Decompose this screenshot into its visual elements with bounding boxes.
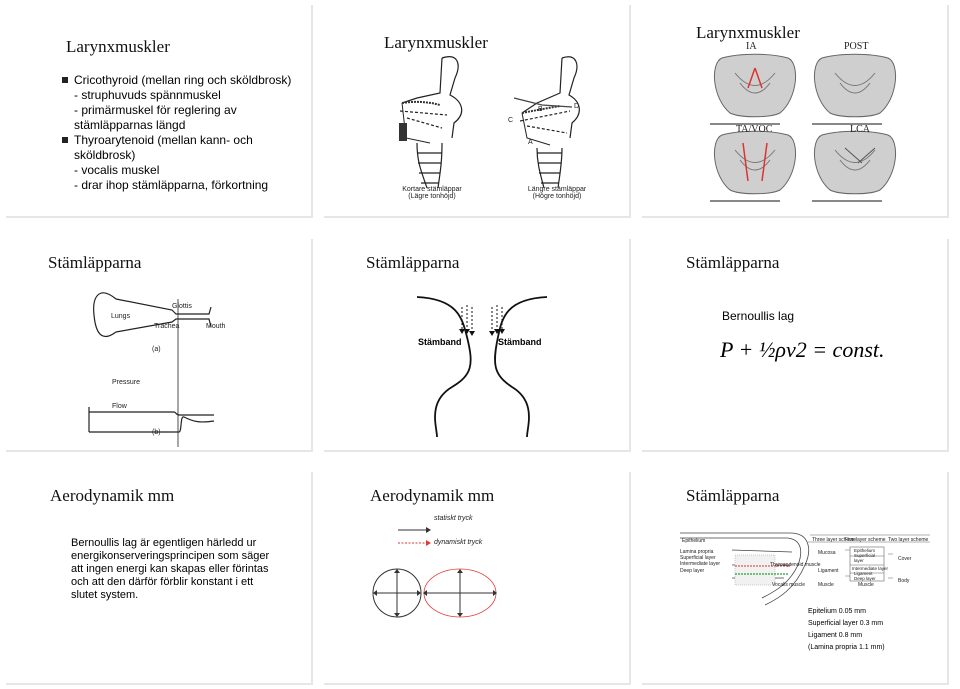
slide-pressure-diagram xyxy=(322,470,629,683)
caption-shorter: Kortare stämläppar (Lägre tonhöjd) xyxy=(402,186,462,200)
label-dynamic-pressure: dynamiskt tryck xyxy=(434,539,483,546)
label-stamband-right: Stämband xyxy=(498,337,542,347)
slide-vocal-fold-cross-section xyxy=(322,237,629,450)
laryngeal-muscle-illustrations xyxy=(640,3,947,216)
tag-post: POST xyxy=(844,41,869,52)
vocal-fold-diagram xyxy=(322,237,629,450)
label-glottis: Glottis xyxy=(172,303,192,310)
label-b: B xyxy=(538,106,543,113)
scheme-label: Deep layer xyxy=(854,576,876,581)
label-a: (a) xyxy=(152,346,161,353)
slide-title: Larynxmuskler xyxy=(696,23,800,42)
list-item: - vocalis muskel xyxy=(74,163,160,177)
label-pressure: Pressure xyxy=(112,379,141,386)
list-item: stämläpparnas längd xyxy=(74,118,186,132)
label-static-pressure: statiskt tryck xyxy=(434,515,473,522)
scheme-label: Mucosa xyxy=(818,550,836,556)
measure-lamina-propria: (Lamina propria 1.1 mm) xyxy=(808,644,885,651)
list-item: Cricothyroid (mellan ring och sköldbrosk) xyxy=(62,73,312,88)
scheme-label: Ligament xyxy=(818,568,839,574)
scheme-label: Intermediate layer xyxy=(852,566,889,571)
tag-ia: IA xyxy=(746,41,757,52)
airflow-diagram xyxy=(4,237,311,450)
tissue-label: Intermediate layer xyxy=(680,561,721,567)
slide-title: Stämläpparna xyxy=(48,253,142,272)
scheme-header: Five layer scheme xyxy=(845,537,886,543)
list-item: - drar ihop stämläpparna, förkortning xyxy=(74,178,269,192)
slide-title: Larynxmuskler xyxy=(66,37,170,56)
slide-larynxmuskler-text xyxy=(4,3,311,216)
measure-epithelium: Epitelium 0.05 mm xyxy=(808,608,866,615)
tissue-label: Lamina propria xyxy=(680,549,714,555)
slide-glottis-airflow xyxy=(4,237,311,450)
label-d: D xyxy=(574,103,580,110)
measure-superficial: Superficial layer 0.3 mm xyxy=(808,620,884,627)
bernoulli-subtitle: Bernoullis lag xyxy=(722,309,795,323)
slide-title: Aerodynamik mm xyxy=(50,486,175,505)
bullet-icon xyxy=(62,77,68,83)
slide-larynx-muscles-photo xyxy=(640,3,947,216)
label-flow: Flow xyxy=(112,403,127,410)
tissue-label: Epithelium xyxy=(682,538,706,544)
slide-title: Larynxmuskler xyxy=(384,33,488,52)
slide-bernoulli xyxy=(640,237,947,450)
measure-ligament: Ligament 0.8 mm xyxy=(808,632,863,639)
list-item: sköldbrosk) xyxy=(74,148,136,162)
pressure-circles xyxy=(322,470,629,683)
scheme-header: Three layer scheme xyxy=(812,537,857,543)
slide-aerodynamik-text xyxy=(4,470,311,683)
label-a: A xyxy=(528,139,533,146)
scheme-label: Muscle xyxy=(858,582,874,588)
tissue-label: Superficial layer xyxy=(680,555,716,561)
tag-lca: LCA xyxy=(850,124,870,135)
scheme-label: Superficial xyxy=(854,553,876,558)
bernoulli-formula: P + ½ρv2 = const. xyxy=(720,337,885,362)
list-item: Thyroarytenoid (mellan kann- och xyxy=(62,133,312,148)
scheme-label: Ligament xyxy=(854,571,873,576)
scheme-label: Epithelium xyxy=(854,548,876,553)
label-stamband-left: Stämband xyxy=(418,337,462,347)
scheme-label: layer xyxy=(854,558,864,563)
tissue-label: Deep layer xyxy=(680,568,705,574)
energy-explanation: Bernoullis lag är egentligen härledd ur energikonserveringsprincipen som säger att ingen energi kan skapas eller förintas och att den därför förblir konstant i ett slutet system. xyxy=(71,537,270,601)
larynx-cartilage-illustration xyxy=(322,3,629,216)
scheme-label: Muscle xyxy=(818,582,834,588)
slide-larynx-diagram xyxy=(322,3,629,216)
slide-title: Stämläpparna xyxy=(686,253,780,272)
label-trachea: Trachea xyxy=(154,323,180,330)
label-b: (b) xyxy=(152,429,161,436)
bullet-icon xyxy=(62,137,68,143)
list-item: - primärmuskel för reglering av xyxy=(74,103,237,117)
slide-vocal-fold-layers xyxy=(640,470,947,683)
tissue-label: Thyroarytenoid muscle xyxy=(770,562,821,568)
scheme-label: Body xyxy=(898,578,910,584)
scheme-label: Cover xyxy=(898,556,912,562)
slide-title: Aerodynamik mm xyxy=(370,486,495,505)
tissue-label: Vocalis muscle xyxy=(772,582,806,588)
label-c: C xyxy=(508,117,514,124)
muscle-list xyxy=(62,73,312,193)
vocal-fold-layer-illustration xyxy=(640,470,947,683)
slide-title: Stämläpparna xyxy=(366,253,460,272)
scheme-header: Two layer scheme xyxy=(888,537,929,543)
caption-longer: Längre stämläppar (Högre tonhöjd) xyxy=(527,186,587,200)
label-mouth: Mouth xyxy=(206,323,226,330)
tag-tavoc: TA/VOC xyxy=(736,124,773,135)
layer-measurements xyxy=(808,606,885,654)
list-item: - struphuvuds spännmuskel xyxy=(74,88,221,102)
label-lungs: Lungs xyxy=(111,313,131,320)
slide-title: Stämläpparna xyxy=(686,486,780,505)
